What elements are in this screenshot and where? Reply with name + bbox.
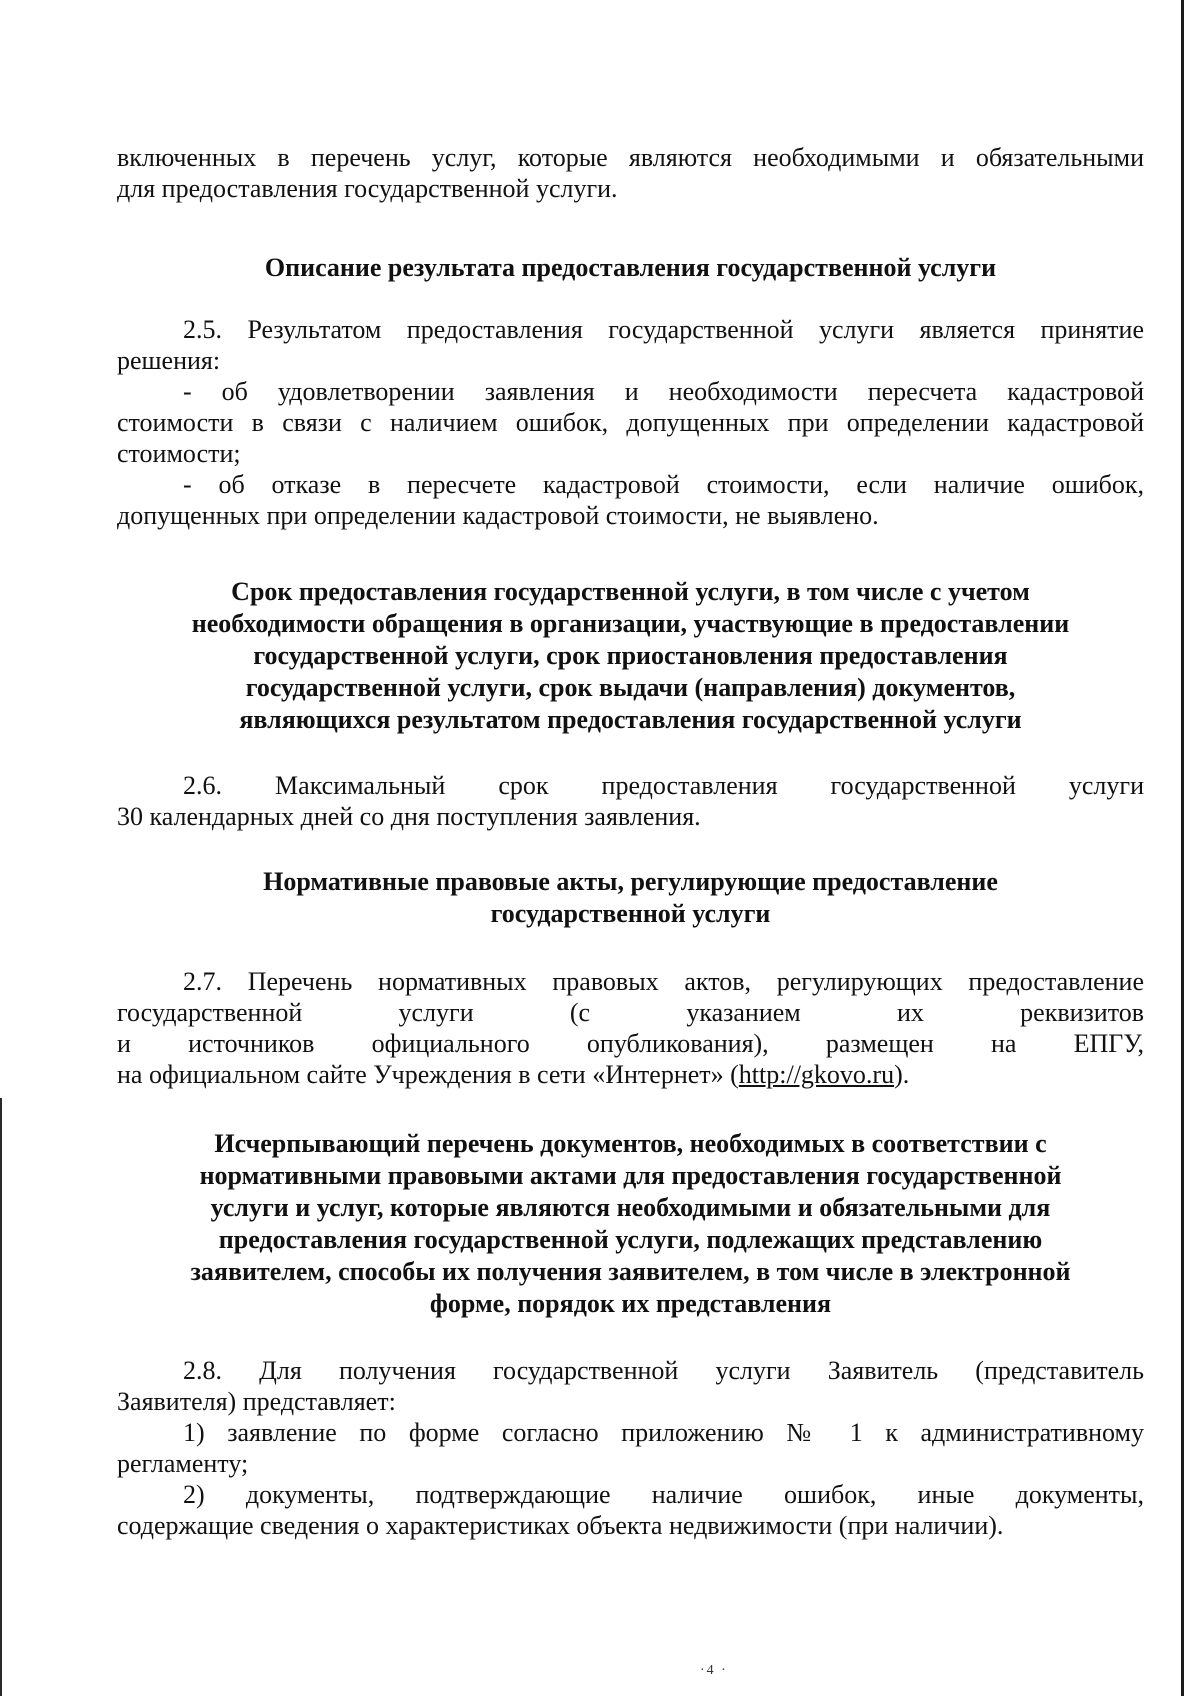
heading-line: государственной услуги, срок выдачи (направления) документов,	[245, 673, 1016, 702]
paragraph-2-5	[117, 314, 1144, 531]
list-item-line: стоимости;	[117, 439, 241, 468]
heading-line: Описание результата предоставления государственной услуги	[264, 253, 997, 282]
paragraph-line	[117, 1059, 1144, 1090]
paragraph-line: и источников официального опубликования), размещен на ЕПГУ,	[117, 1029, 1144, 1058]
list-item-line: - об удовлетворении заявления и необходимости пересчета кадастровой	[183, 377, 1144, 406]
heading-line: необходимости обращения в организации, участвующие в предоставлении	[191, 609, 1070, 638]
heading-line: Исчерпывающий перечень документов, необходимых в соответствии с	[214, 1129, 1047, 1158]
paragraph-2-8	[117, 1355, 1144, 1541]
scan-edge-left	[0, 1098, 2, 1696]
paragraph-line: решения:	[117, 346, 221, 375]
list-item-line: регламенту;	[117, 1449, 249, 1478]
paragraph-line: 30 календарных дней со дня поступления заявления.	[117, 802, 701, 831]
section-heading-documents	[117, 1128, 1144, 1320]
heading-line: нормативными правовыми актами для предоставления государственной	[199, 1161, 1062, 1190]
heading-line: услуги и услуг, которые являются необходимыми и обязательными для	[210, 1193, 1051, 1222]
heading-line: государственной услуги, срок приостановления предоставления	[253, 641, 1008, 670]
paragraph-line: Заявителя) представляет:	[117, 1387, 396, 1416]
heading-line: являющихся результатом предоставления государственной услуги	[239, 705, 1022, 734]
section-heading-term	[117, 576, 1144, 736]
list-item-line: допущенных при определении кадастровой стоимости, не выявлено.	[117, 501, 879, 530]
scan-edge-right	[1181, 0, 1184, 1696]
page-number: ·4 ·	[700, 1663, 728, 1678]
website-link[interactable]: http://gkovo.ru	[738, 1060, 895, 1089]
list-item-line: 1) заявление по форме согласно приложению № 1 к административному	[183, 1418, 1144, 1447]
list-item-line: - об отказе в пересчете кадастровой стоимости, если наличие ошибок,	[183, 470, 1144, 499]
section-heading-acts	[117, 866, 1144, 930]
section-heading-result	[117, 252, 1144, 284]
list-item-line: содержащие сведения о характеристиках объекта недвижимости (при наличии).	[117, 1511, 1004, 1540]
paragraph-line: 2.8. Для получения государственной услуги Заявитель (представитель	[183, 1356, 1144, 1385]
paragraph-line: государственной услуги (с указанием их реквизитов	[117, 998, 1144, 1027]
heading-line: Нормативные правовые акты, регулирующие предоставление	[263, 867, 998, 896]
list-item-line: 2) документы, подтверждающие наличие ошибок, иные документы,	[183, 1480, 1144, 1509]
intro-line: включенных в перечень услуг, которые являются необходимыми и обязательными	[117, 143, 1144, 172]
heading-line: предоставления государственной услуги, подлежащих представлению	[218, 1225, 1043, 1254]
paragraph-line: 2.7. Перечень нормативных правовых актов, регулирующих предоставление	[183, 967, 1144, 996]
heading-line: Срок предоставления государственной услуги, в том числе с учетом	[231, 577, 1030, 606]
intro-line: для предоставления государственной услуги.	[117, 174, 618, 203]
intro-paragraph	[117, 142, 1144, 204]
link-prefix-text: на официальном сайте Учреждения в сети «Интернет» (	[117, 1060, 739, 1089]
list-item-line: стоимости в связи с наличием ошибок, допущенных при определении кадастровой	[117, 408, 1144, 437]
heading-line: государственной услуги	[490, 899, 771, 928]
paragraph-line: 2.5. Результатом предоставления государственной услуги является принятие	[183, 315, 1144, 344]
paragraph-2-6	[117, 770, 1144, 832]
paragraph-line: 2.6. Максимальный срок предоставления государственной услуги	[183, 771, 1144, 800]
link-suffix-text: ).	[894, 1060, 910, 1089]
heading-line: форме, порядок их представления	[429, 1289, 832, 1318]
paragraph-2-7	[117, 966, 1144, 1090]
heading-line: заявителем, способы их получения заявителем, в том числе в электронной	[190, 1257, 1071, 1286]
